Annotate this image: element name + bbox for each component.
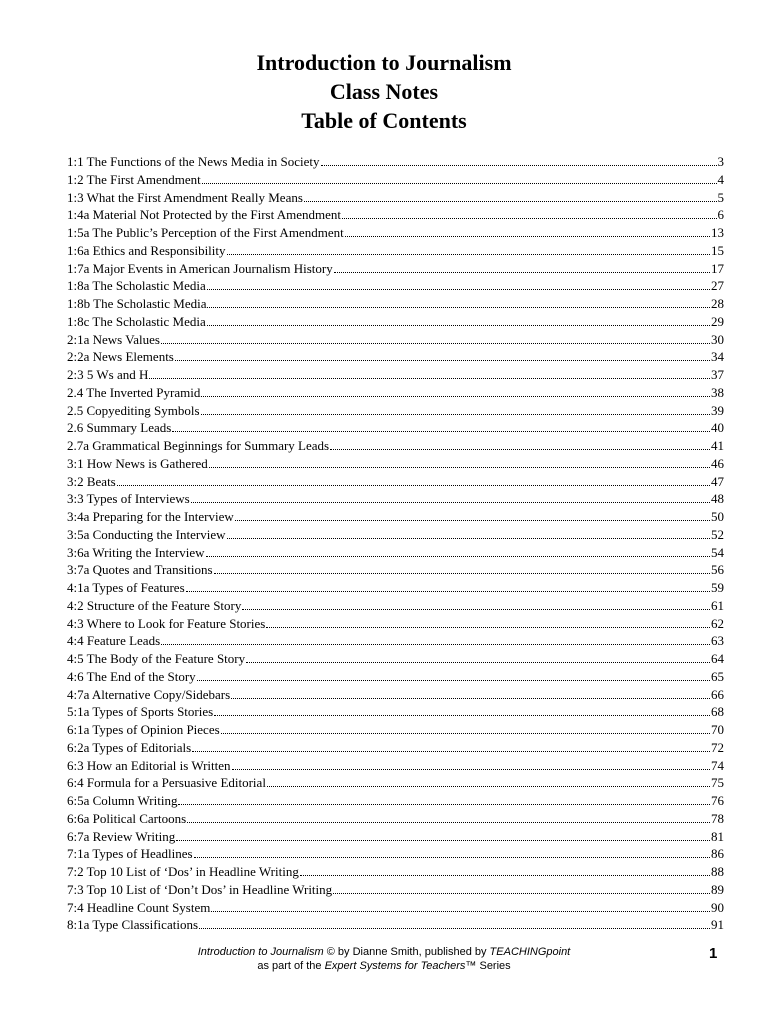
toc-entry-label: 1:1 The Functions of the News Media in Society xyxy=(67,154,320,169)
toc-entry-label: 3:7a Quotes and Transitions xyxy=(67,562,213,578)
toc-entry-page: 34 xyxy=(711,349,724,365)
toc-entry-label: 6:3 How an Editorial is Written xyxy=(67,757,231,773)
toc-entry xyxy=(67,615,724,633)
title-toc: Table of Contents xyxy=(301,108,467,133)
toc-entry-label: 4:2 Structure of the Feature Story xyxy=(67,597,242,613)
toc-entry-label: 3:1 How News is Gathered xyxy=(67,455,208,471)
toc-entry xyxy=(67,703,724,721)
toc-entry-page: 62 xyxy=(711,615,724,631)
dot-leader xyxy=(231,698,710,699)
toc-entry-label: 2.4 The Inverted Pyramid xyxy=(67,384,201,400)
toc-entry xyxy=(67,828,724,846)
toc-entry-page: 27 xyxy=(711,278,724,294)
toc-entry-page: 64 xyxy=(711,651,724,666)
toc-entry-label: 1:8a The Scholastic Media xyxy=(67,278,206,294)
toc-entry-page: 76 xyxy=(711,793,724,808)
toc-entry xyxy=(67,366,724,384)
toc-entry-page: 70 xyxy=(711,722,724,737)
dot-leader xyxy=(199,928,710,929)
title-class-notes: Class Notes xyxy=(329,79,439,104)
dot-leader xyxy=(227,254,710,255)
toc-entry-label: 6:5a Column Writing xyxy=(67,793,178,808)
toc-entry-label: 4:4 Feature Leads xyxy=(67,633,161,649)
dot-leader xyxy=(227,538,711,539)
dot-leader xyxy=(197,680,710,681)
toc-entry-label: 6:7a Review Writing xyxy=(67,828,176,844)
toc-entry-label: 2.7a Grammatical Beginnings for Summary Leads xyxy=(67,438,330,453)
toc-entry-page: 88 xyxy=(711,864,724,879)
toc-entry-page: 41 xyxy=(711,438,724,453)
toc-entry xyxy=(67,526,724,544)
footer-publisher: TEACHINGpoint xyxy=(489,946,571,958)
toc-entry xyxy=(67,455,724,473)
toc-entry-page: 78 xyxy=(711,810,724,826)
dot-leader xyxy=(161,343,710,344)
toc-entry-page: 86 xyxy=(711,846,724,862)
title-course: Introduction to Journalism xyxy=(256,50,512,75)
toc-entry-label: 6:1a Types of Opinion Pieces xyxy=(67,722,220,737)
toc-entry xyxy=(67,402,724,420)
toc-entry-page: 91 xyxy=(711,917,724,933)
toc-entry xyxy=(67,845,724,863)
toc-entry xyxy=(67,632,724,650)
toc-entry xyxy=(67,561,724,579)
dot-leader xyxy=(175,360,710,361)
toc-entry xyxy=(67,544,724,562)
dot-leader xyxy=(242,609,710,610)
toc-entry-label: 6:4 Formula for a Persuasive Editorial xyxy=(67,775,266,791)
toc-entry-label: 4:6 The End of the Story xyxy=(67,668,196,684)
toc-entry-page: 61 xyxy=(711,597,724,613)
toc-entry-label: 4:3 Where to Look for Feature Stories xyxy=(67,615,266,631)
toc-entry-page: 13 xyxy=(711,225,724,240)
toc-entry-label: 2.6 Summary Leads xyxy=(67,420,172,436)
dot-leader xyxy=(201,414,710,415)
toc-entry xyxy=(67,597,724,615)
footer-credit: © by Dianne Smith, published by xyxy=(323,946,490,958)
toc-entry xyxy=(67,260,724,278)
dot-leader xyxy=(176,840,710,841)
toc-entry xyxy=(67,508,724,526)
toc-entry xyxy=(67,721,724,739)
toc-entry-page: 48 xyxy=(711,491,724,507)
toc-entry xyxy=(67,774,724,792)
dot-leader xyxy=(266,627,710,628)
toc-entry xyxy=(67,224,724,242)
toc-entry xyxy=(67,668,724,686)
document-title-block xyxy=(0,48,768,135)
table-of-contents xyxy=(67,153,724,934)
toc-entry-label: 1:6a Ethics and Responsibility xyxy=(67,242,226,258)
footer xyxy=(0,945,768,973)
toc-entry xyxy=(67,650,724,668)
toc-entry-page: 5 xyxy=(717,189,724,205)
dot-leader xyxy=(207,325,710,326)
toc-entry xyxy=(67,153,724,171)
toc-entry-page: 75 xyxy=(711,775,724,791)
dot-leader xyxy=(321,165,717,166)
dot-leader xyxy=(267,786,710,787)
toc-entry xyxy=(67,899,724,917)
dot-leader xyxy=(178,804,710,805)
toc-entry-label: 2.5 Copyediting Symbols xyxy=(67,402,200,418)
toc-entry-label: 2:1a News Values xyxy=(67,331,160,347)
toc-entry xyxy=(67,206,724,224)
dot-leader xyxy=(211,911,710,912)
toc-entry xyxy=(67,792,724,810)
footer-prefix: as part of the xyxy=(257,960,325,972)
toc-entry-label: 7:3 Top 10 List of ‘Don’t Dos’ in Headline Writing xyxy=(67,881,333,897)
toc-entry xyxy=(67,384,724,402)
dot-leader xyxy=(345,236,710,237)
toc-entry-page: 66 xyxy=(711,686,724,702)
toc-entry-page: 46 xyxy=(711,455,724,471)
toc-entry-label: 1:7a Major Events in American Journalism History xyxy=(67,260,333,276)
toc-entry xyxy=(67,189,724,207)
dot-leader xyxy=(235,520,710,521)
dot-leader xyxy=(232,769,710,770)
toc-entry-page: 4 xyxy=(717,171,724,187)
toc-entry-label: 2:2a News Elements xyxy=(67,349,174,365)
toc-entry-page: 81 xyxy=(711,828,724,844)
dot-leader xyxy=(214,715,710,716)
toc-entry-page: 29 xyxy=(711,313,724,329)
toc-entry-label: 7:4 Headline Count System xyxy=(67,899,211,915)
toc-entry-label: 4:5 The Body of the Feature Story xyxy=(67,651,246,666)
dot-leader xyxy=(330,449,710,450)
toc-entry-page: 38 xyxy=(711,384,724,400)
dot-leader xyxy=(117,485,710,486)
toc-entry xyxy=(67,881,724,899)
dot-leader xyxy=(201,396,710,397)
toc-entry-label: 4:7a Alternative Copy/Sidebars xyxy=(67,686,231,702)
page-number: 1 xyxy=(709,945,718,962)
toc-entry xyxy=(67,242,724,260)
dot-leader xyxy=(246,662,710,663)
toc-entry-page: 17 xyxy=(711,260,724,276)
toc-entry-page: 30 xyxy=(711,331,724,347)
dot-leader xyxy=(304,201,717,202)
dot-leader xyxy=(149,378,710,379)
toc-entry-label: 1:8c The Scholastic Media xyxy=(67,313,206,329)
toc-entry-label: 8:1a Type Classifications xyxy=(67,917,198,933)
dot-leader xyxy=(300,875,710,876)
dot-leader xyxy=(214,573,710,574)
toc-entry xyxy=(67,490,724,508)
toc-entry xyxy=(67,757,724,775)
toc-entry-page: 89 xyxy=(711,881,724,897)
toc-entry-label: 1:2 The First Amendment xyxy=(67,171,201,187)
toc-entry-label: 7:1a Types of Headlines xyxy=(67,846,193,862)
dot-leader xyxy=(207,307,710,308)
toc-entry-page: 56 xyxy=(711,562,724,578)
dot-leader xyxy=(206,556,710,557)
toc-entry xyxy=(67,295,724,313)
toc-entry-page: 65 xyxy=(711,668,724,684)
toc-entry xyxy=(67,348,724,366)
toc-entry-page: 63 xyxy=(711,633,724,649)
dot-leader xyxy=(221,733,710,734)
dot-leader xyxy=(342,218,716,219)
toc-entry-page: 59 xyxy=(711,580,724,595)
dot-leader xyxy=(194,857,710,858)
dot-leader xyxy=(161,644,710,645)
toc-entry xyxy=(67,810,724,828)
toc-entry-label: 3:5a Conducting the Interview xyxy=(67,526,226,542)
dot-leader xyxy=(172,431,710,432)
toc-entry-page: 39 xyxy=(711,402,724,418)
toc-entry-label: 7:2 Top 10 List of ‘Dos’ in Headline Writing xyxy=(67,864,299,879)
toc-entry-page: 47 xyxy=(711,473,724,489)
dot-leader xyxy=(333,893,710,894)
toc-entry-label: 4:1a Types of Features xyxy=(67,580,185,595)
toc-entry-page: 50 xyxy=(711,509,724,524)
toc-entry-label: 3:2 Beats xyxy=(67,473,116,489)
toc-entry-page: 90 xyxy=(711,899,724,915)
toc-entry xyxy=(67,277,724,295)
toc-entry-label: 3:6a Writing the Interview xyxy=(67,544,205,560)
toc-entry-label: 1:8b The Scholastic Media xyxy=(67,296,207,311)
toc-entry xyxy=(67,171,724,189)
dot-leader xyxy=(202,183,717,184)
toc-entry-label: 1:4a Material Not Protected by the First Amendment xyxy=(67,207,342,223)
dot-leader xyxy=(192,751,710,752)
toc-entry xyxy=(67,916,724,934)
toc-entry xyxy=(67,313,724,331)
toc-entry-page: 54 xyxy=(711,544,724,560)
toc-entry-page: 74 xyxy=(711,757,724,773)
toc-entry xyxy=(67,473,724,491)
toc-entry-page: 37 xyxy=(711,367,724,382)
toc-entry-label: 3:4a Preparing for the Interview xyxy=(67,509,234,524)
footer-line-2 xyxy=(0,959,768,973)
toc-entry-label: 5:1a Types of Sports Stories xyxy=(67,704,214,720)
toc-entry-page: 40 xyxy=(711,420,724,436)
toc-entry-label: 1:5a The Public’s Perception of the First Amendment xyxy=(67,225,344,240)
dot-leader xyxy=(187,822,710,823)
dot-leader xyxy=(191,502,710,503)
toc-entry-label: 1:3 What the First Amendment Really Means xyxy=(67,189,303,205)
toc-entry xyxy=(67,739,724,757)
footer-line-1 xyxy=(0,945,768,959)
toc-entry-page: 3 xyxy=(717,154,724,169)
toc-entry-page: 68 xyxy=(711,704,724,720)
toc-entry xyxy=(67,331,724,349)
toc-entry-page: 15 xyxy=(711,242,724,258)
dot-leader xyxy=(334,272,710,273)
footer-suffix: ™ Series xyxy=(465,960,511,972)
toc-entry-page: 6 xyxy=(717,207,724,223)
toc-entry xyxy=(67,419,724,437)
toc-entry xyxy=(67,686,724,704)
footer-series: Expert Systems for Teachers xyxy=(324,960,466,972)
dot-leader xyxy=(186,591,710,592)
footer-book-title: Introduction to Journalism xyxy=(197,946,324,958)
toc-entry xyxy=(67,579,724,597)
dot-leader xyxy=(209,467,710,468)
toc-entry xyxy=(67,863,724,881)
toc-entry-page: 28 xyxy=(711,296,724,311)
toc-entry-label: 6:2a Types of Editorials xyxy=(67,739,192,755)
toc-entry-label: 3:3 Types of Interviews xyxy=(67,491,190,507)
toc-entry-page: 52 xyxy=(711,526,724,542)
toc-entry-page: 72 xyxy=(711,739,724,755)
dot-leader xyxy=(207,289,710,290)
toc-entry-label: 2:3 5 Ws and H xyxy=(67,367,149,382)
toc-entry-label: 6:6a Political Cartoons xyxy=(67,810,187,826)
toc-entry xyxy=(67,437,724,455)
